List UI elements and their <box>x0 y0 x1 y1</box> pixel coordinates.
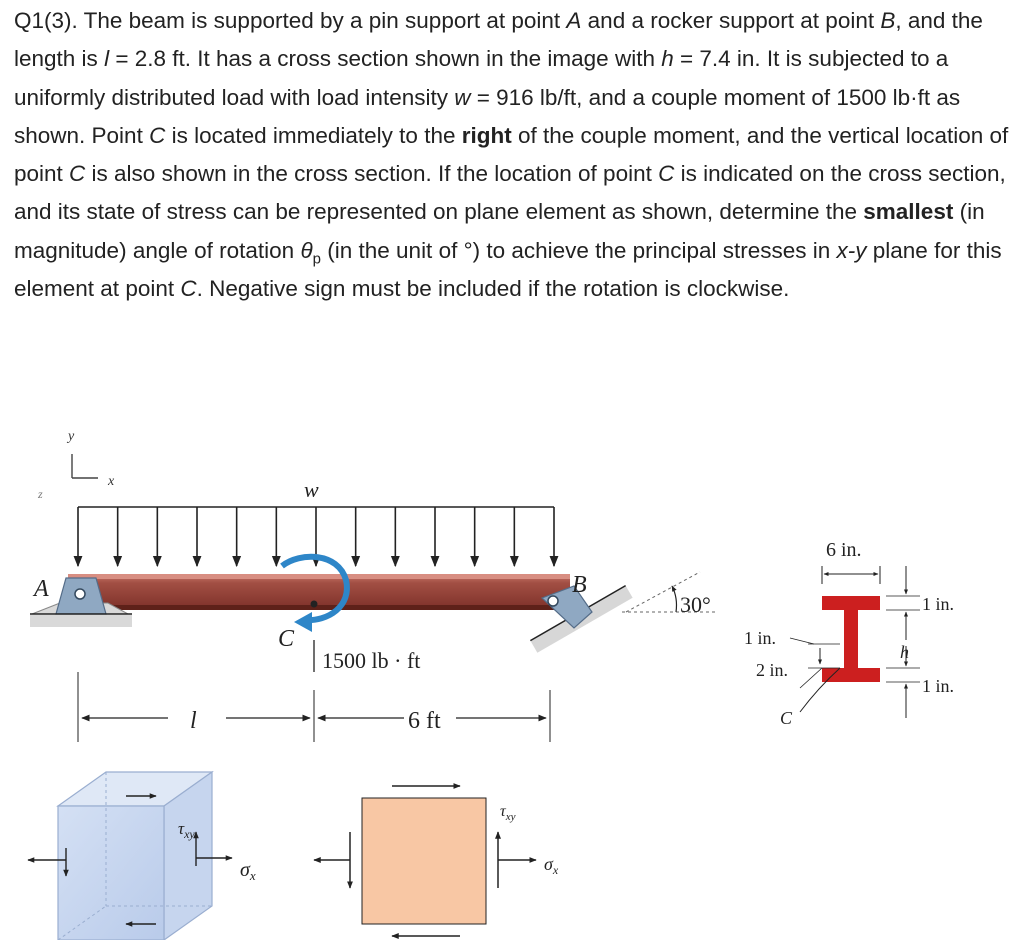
cs-point-C-label: C <box>780 708 793 728</box>
question-text: Q1(3). The beam is supported by a pin support at point A and a rocker support at point B, and the length is l = 2.8 ft. It has a cross section shown in the image with h = 7.4 in. It is subjected to a uniformly distributed load with load intensity w = 916 lb/ft, and a couple moment of 1500 lb·ft as shown. Point C is located immediately to the right of the couple moment, and the vertical location of point C is also shown in the cross section. If the location of point C is indicated on the cross section, and its state of stress can be represented on plane element as shown, determine the smallest (in magnitude) angle of rotation $\theta_p$ (in the unit of °) to achieve the principal stresses in x-y plane for this element at point C. Negative sign must be included if the rotation is clockwise. <box>14 8 1009 302</box>
axis-y-label: y <box>68 429 75 444</box>
cs-flange-top-label: 1 in. <box>922 594 955 614</box>
point-C-beam-label: C <box>278 626 295 652</box>
cs-flange-bottom-label: 1 in. <box>922 676 955 696</box>
cube-sigma-label: $\sigma_x$ <box>240 859 256 883</box>
cross-section <box>744 539 954 728</box>
dim-6ft-label: 6 ft <box>408 708 441 734</box>
axis-x-label: x <box>108 474 115 489</box>
axis-z-label: z <box>38 487 43 501</box>
cs-width-label: 6 in. <box>826 539 862 561</box>
beam <box>68 574 570 610</box>
load-label: w <box>304 477 319 502</box>
coordinate-axes <box>37 429 115 501</box>
plane-stress-element <box>314 786 559 936</box>
dim-l-label: l <box>190 708 197 734</box>
cube-tau-label: $\tau_{xy}$ <box>178 819 195 841</box>
cs-height-label: h <box>900 642 909 662</box>
distributed-load <box>78 477 554 566</box>
cube-stress-element <box>28 772 256 940</box>
plane-sigma-label: $\sigma_x$ <box>544 854 559 877</box>
cs-web-1in-label: 1 in. <box>744 628 777 648</box>
plane-tau-label: $\tau_{xy}$ <box>500 803 516 823</box>
moment-label: 1500 lb · ft <box>322 648 421 673</box>
angle-indicator <box>622 572 716 617</box>
angle-label: 30° <box>680 592 711 617</box>
point-B-label: B <box>572 572 587 598</box>
beam-dimensions <box>78 672 550 742</box>
point-A-label: A <box>34 576 49 602</box>
cs-c-2in-label: 2 in. <box>756 660 789 680</box>
